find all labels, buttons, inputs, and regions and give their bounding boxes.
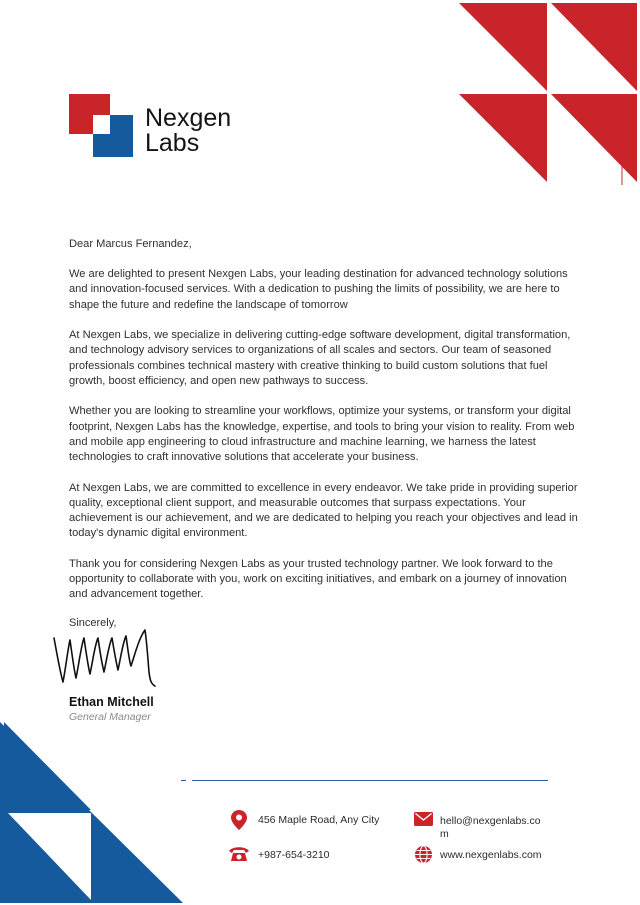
- paragraph-expertise: Whether you are looking to streamline your workflows, optimize your systems, or transform your digital footprint, Nexgen Labs has the knowledge, expertise, and tools to bring your vision to reality. From web and mobile app engineering to cloud infrastructure and machine learning, we harness the latest technologies to craft innovative solutions that accelerate your business.: [69, 405, 575, 464]
- contact-phone: +987-654-3210: [258, 849, 330, 861]
- envelope-icon: [414, 812, 433, 826]
- map-pin-icon: [231, 810, 247, 830]
- contact-address: 456 Maple Road, Any City: [258, 814, 380, 826]
- greeting: Dear Marcus Fernandez,: [69, 238, 192, 250]
- signer-name: Ethan Mitchell: [69, 695, 154, 709]
- paragraph-services: At Nexgen Labs, we specialize in delivering cutting-edge software development, digital transformation, and technology advisory services to organizations of all scales and sectors. Our team of seasoned professionals combines technical mastery with creative thinking to build custom solutions that fuel growth, boost efficiency, and open new pathways to success.: [69, 329, 571, 387]
- logo-mark-icon: [69, 94, 133, 158]
- brand-name-line2: Labs: [145, 129, 200, 157]
- signature-image: [51, 626, 157, 688]
- closing: Sincerely,: [69, 617, 117, 629]
- footer-divider-dash: [181, 780, 186, 781]
- contact-website[interactable]: www.nexgenlabs.com: [440, 849, 542, 861]
- contact-email-line2: m: [440, 828, 449, 840]
- letter-body: [69, 237, 581, 618]
- contact-email-line1: hello@nexgenlabs.co: [440, 815, 541, 827]
- brand-name-line1: Nexgen: [145, 104, 232, 132]
- brand-name: [145, 106, 231, 156]
- paragraph-thanks: Thank you for considering Nexgen Labs as your trusted technology partner. We look forward to the opportunity to collaborate with you, work on exciting initiatives, and embark on a journey of innovation and advancement together.: [69, 557, 567, 601]
- signer-title: General Manager: [69, 711, 151, 723]
- company-logo: [69, 94, 249, 164]
- footer-divider: [192, 780, 548, 781]
- phone-icon: [228, 846, 250, 862]
- paragraph-commitment: At Nexgen Labs, we are committed to excellence in every endeavor. We take pride in providing superior quality, exceptional client support, and measurable outcomes that surpass expectations. Your achievement is our achievement, and we are dedicated to helping you reach your objectives and lead in today's dynamic digital environment.: [69, 481, 578, 540]
- contact-email[interactable]: [440, 815, 541, 841]
- paragraph-intro: We are delighted to present Nexgen Labs, your leading destination for advanced technology solutions and innovation-focused services. With a dedication to pushing the limits of possibility, we are here to shape the future and redefine the landscape of tomorrow: [69, 268, 568, 311]
- globe-icon: [414, 845, 433, 864]
